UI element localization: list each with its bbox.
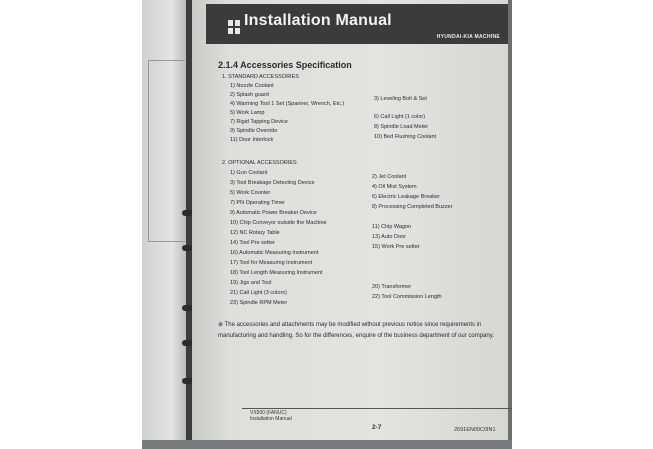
list-item: 6) Electric Leakage Breaker bbox=[372, 194, 440, 200]
note-paragraph bbox=[218, 320, 494, 342]
list-item: 1) Gun Coolant bbox=[230, 170, 268, 176]
footer-model: VX500 (FANUC) bbox=[250, 410, 287, 416]
list-item: 10) Chip Conveyor outside the Machine bbox=[230, 220, 327, 226]
logo-icon bbox=[228, 20, 240, 34]
book-photo bbox=[142, 0, 512, 449]
document-code: 2691EN00C0IN1 bbox=[454, 427, 496, 433]
list-item: 11) Door Interlock bbox=[230, 137, 274, 143]
list-item: 2) Jet Coolant bbox=[372, 174, 407, 180]
list-item: 5) Work Counter bbox=[230, 190, 271, 196]
list-item: 20) Transformer bbox=[372, 284, 412, 290]
list-item: 5) Work Lamp bbox=[230, 110, 265, 116]
standard-heading: 1. STANDARD ACCESSORIES bbox=[222, 74, 299, 80]
list-item: 16) Automatic Measuring Instrument bbox=[230, 250, 319, 256]
list-item: 9) Spindle Override bbox=[230, 128, 278, 134]
list-item: 18) Tool Length Measuring Instrument bbox=[230, 270, 323, 276]
list-item: 4) Oil Mist System bbox=[372, 184, 417, 190]
section-title: 2.1.4 Accessories Specification bbox=[218, 60, 352, 70]
list-item: 10) Bed Flushing Coolant bbox=[374, 134, 437, 140]
list-item: 1) Nozzle Coolant bbox=[230, 83, 274, 89]
list-item: 15) Work Pre setter bbox=[372, 244, 420, 250]
list-item: 13) Auto Door bbox=[372, 234, 406, 240]
list-item: 7) PN Operating Timer bbox=[230, 200, 286, 206]
list-item: 23) Spindle RPM Meter bbox=[230, 300, 288, 306]
page-header bbox=[206, 4, 508, 44]
list-item: 19) Jigs and Tool bbox=[230, 280, 272, 286]
list-item: 11) Chip Wagon bbox=[372, 224, 412, 230]
list-item: 6) Call Light (1 color) bbox=[374, 114, 426, 120]
page-number: 2-7 bbox=[372, 424, 382, 431]
list-item: 8) Spindle Load Meter bbox=[374, 124, 429, 130]
list-item: 2) Splash guard bbox=[230, 92, 269, 98]
footer-divider bbox=[242, 408, 512, 409]
list-item: 14) Tool Pre setter bbox=[230, 240, 275, 246]
list-item: 21) Call Light (3 colors) bbox=[230, 290, 287, 296]
list-item: 8) Processing Completed Buzzer bbox=[372, 204, 453, 210]
footer-manual: Installation Manual bbox=[250, 416, 292, 422]
list-item: 3) Tool Breakage Detecting Device bbox=[230, 180, 315, 186]
optional-heading: 2. OPTIONAL ACCESSORIES bbox=[222, 160, 297, 166]
page-title: Installation Manual bbox=[244, 12, 392, 29]
brand-label: HYUNDAI-KIA MACHINE bbox=[436, 34, 500, 40]
list-item: 12) NC Rotary Table bbox=[230, 230, 280, 236]
list-item: 3) Leveling Bolt & Set bbox=[374, 96, 427, 102]
list-item: 7) Rigid Tapping Device bbox=[230, 119, 288, 125]
list-item: 17) Tool for Measuring Instrument bbox=[230, 260, 313, 266]
bottom-shadow bbox=[142, 440, 512, 449]
note-text: The accessories and attachments may be modified without previous notice since requirements in manufacturing and handling. So for the differences, enquire of the business department of our company. bbox=[218, 322, 494, 339]
manual-page bbox=[192, 0, 508, 449]
footer-model-block bbox=[250, 410, 292, 422]
list-item: 22) Tool Commission Length bbox=[372, 294, 442, 300]
list-item: 4) Warming Tool 1 Set (Spanner, Wrench, Etc.) bbox=[230, 101, 345, 107]
list-item: 9) Automatic Power Breaker Device bbox=[230, 210, 317, 216]
note-mark: ※ bbox=[218, 322, 224, 328]
left-page-table bbox=[148, 60, 185, 242]
